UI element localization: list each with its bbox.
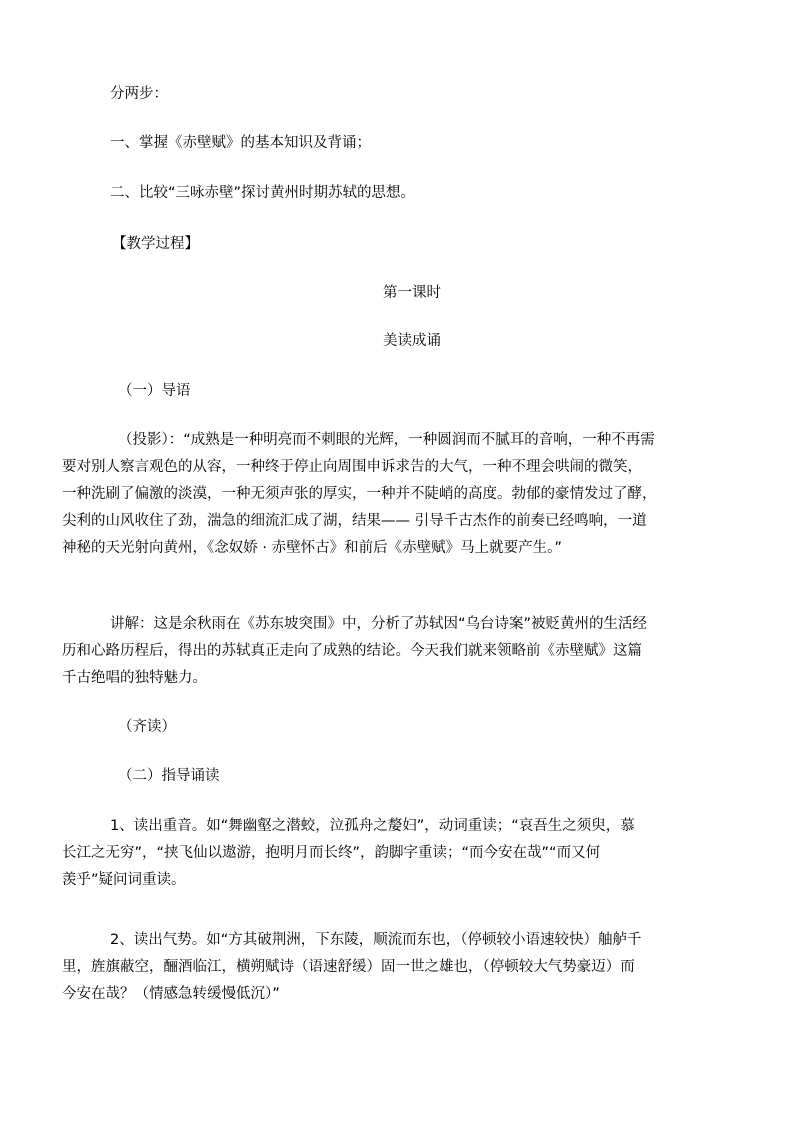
lesson-title: 第一课时 (383, 285, 441, 301)
point-one-line: 长江之无穷”，“挟飞仙以遨游，抱明月而长终”，韵脚字重读；“而今安在哉”“而又何 (62, 845, 601, 861)
point-two-line: 2、读出气势。如“方其破荆洲，下东陵，顺流而东也，（停顿较小语速较快）舳舻千 (110, 932, 642, 948)
lesson-subtitle: 美读成诵 (383, 333, 441, 349)
point-one-line: 羡乎”疑问词重读。 (62, 872, 186, 888)
step-one: 一、掌握《赤壁赋》的基本知识及背诵； (110, 135, 371, 151)
point-one-paragraph (62, 813, 718, 894)
point-one-line: 1、读出重音。如“舞幽壑之潜蛟，泣孤舟之嫠妇”，动词重读；“哀吾生之须臾，慕 (110, 818, 635, 834)
projection-line: 神秘的天光射向黄州，《念奴娇 · 赤壁怀古》和前后《赤壁赋》马上就要产生。” (62, 540, 562, 556)
intro-line: 分两步： (110, 86, 168, 102)
point-two-line: 里，旌旗蔽空，酾酒临江，横朔赋诗（语速舒缓）固一世之雄也，（停顿较大气势豪迈）而 (62, 959, 635, 975)
process-heading: 【教学过程】 (112, 236, 199, 252)
read-together: （齐读） (118, 719, 176, 735)
point-two-line: 今安在哉？（情感急转缓慢低沉）” (62, 986, 280, 1002)
explanation-line: 历和心路历程后，得出的苏轼真正走向了成熟的结论。今天我们就来领略前《赤壁赋》这篇 (62, 643, 642, 659)
section-intro-heading: （一）导语 (118, 383, 191, 399)
explanation-line: 千古绝唱的独特魅力。 (62, 670, 207, 686)
explanation-paragraph (62, 611, 718, 692)
projection-line: （投影）：“成熟是一种明亮而不刺眼的光辉，一种圆润而不腻耳的音响，一种不再需 (118, 432, 655, 448)
projection-line: 尖利的山风收住了劲，湍急的细流汇成了湖，结果—— 引导千古杰作的前奏已经鸣响，一道 (62, 513, 647, 529)
point-two-paragraph (62, 927, 718, 1008)
projection-quote (62, 427, 718, 562)
projection-line: 一种洗刷了偏激的淡漠，一种无须声张的厚实，一种并不陡峭的高度。勃郁的豪情发过了酵， (62, 486, 657, 502)
section-guided-reading-heading: （二）指导诵读 (118, 768, 220, 784)
explanation-line: 讲解：这是余秋雨在《苏东坡突围》中，分析了苏轼因“乌台诗案”被贬黄州的生活经 (110, 616, 648, 632)
projection-line: 要对别人察言观色的从容，一种终于停止向周围申诉求告的大气，一种不理会哄闹的微笑， (62, 459, 642, 475)
step-two: 二、比较“三咏赤壁”探讨黄州时期苏轼的思想。 (110, 185, 416, 201)
